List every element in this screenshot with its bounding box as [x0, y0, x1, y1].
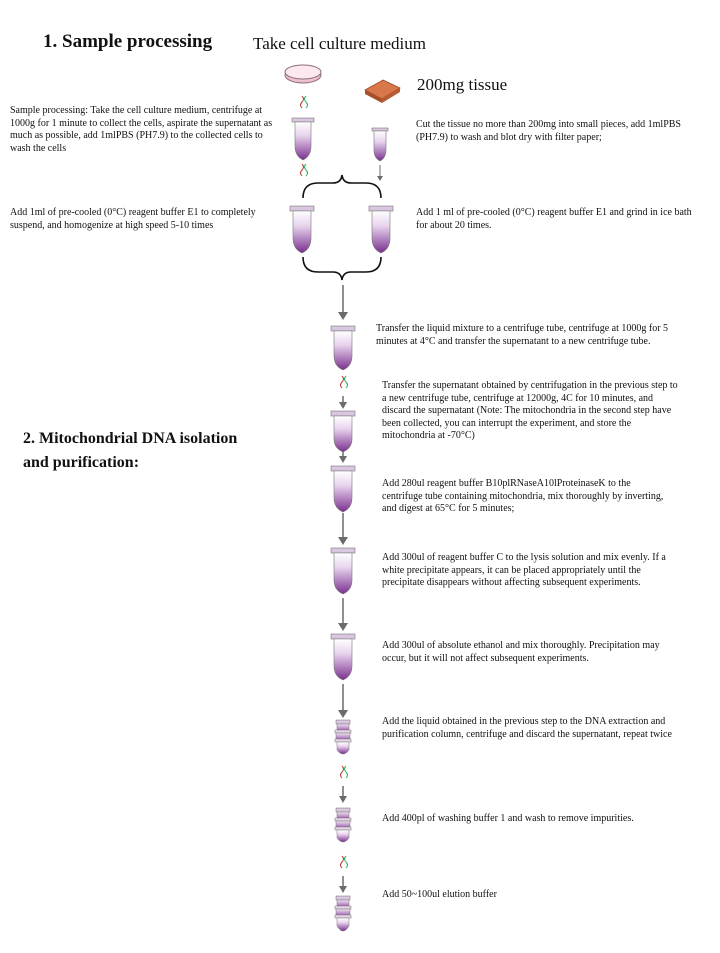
centrifuge-tube-icon: [292, 118, 314, 160]
step-1-text: Transfer the liquid mixture to a centrifuge tube, centrifuge at 1000g for 5 minutes at 4°C and transfer the supernatant to a new centrifuge tube.: [376, 323, 669, 347]
centrifuge-tube-icon: [331, 634, 355, 680]
left-step1-text: Sample processing: Take the cell culture medium, centrifuge at 1000g for 1 minute to collect the cells, aspirate the supernatant as much as possible, add 1mlPBS (PH7.9) to the collected cells to wash the cells: [10, 105, 273, 154]
section1-subtitle: Take cell culture medium: [253, 34, 426, 53]
centrifuge-tube-icon: [331, 411, 355, 452]
step-7-text: Add 400pl of washing buffer 1 and wash to remove impurities.: [382, 813, 634, 824]
spin-column-icon: [335, 720, 351, 754]
tissue-label: 200mg tissue: [417, 75, 508, 94]
right-step2-text: Add 1 ml of pre-cooled (0°C) reagent buffer E1 and grind in ice bath for about 20 times.: [416, 207, 692, 231]
section1-title: 1. Sample processing: [43, 31, 213, 52]
centrifuge-tube-icon: [290, 206, 314, 253]
spin-column-icon: [335, 808, 351, 842]
step-5-text: Add 300ul of absolute ethanol and mix thoroughly. Precipitation may occur, but it will not affect subsequent experiments.: [382, 640, 660, 664]
centrifuge-tube-icon: [331, 548, 355, 594]
centrifuge-tube-icon: [331, 326, 355, 370]
right-step1-text: Cut the tissue no more than 200mg into small pieces, add 1mlPBS (PH7.9) to wash and blot dry with filter paper;: [416, 119, 681, 143]
section2-title-line2: and purification:: [23, 454, 140, 471]
step-6-text: Add the liquid obtained in the previous step to the DNA extraction and purification column, centrifuge and discard the supernatant, repeat twice: [382, 716, 672, 740]
centrifuge-tube-icon: [369, 206, 393, 253]
brace-bottom: [303, 257, 381, 280]
centrifuge-tube-icon: [331, 466, 355, 512]
tissue-block-icon: [365, 80, 400, 103]
spin-column-icon: [335, 896, 351, 931]
centrifuge-tube-icon: [372, 128, 388, 161]
culture-dish-icon: [285, 65, 321, 83]
step-4-text: Add 300ul of reagent buffer C to the lysis solution and mix evenly. If a white precipitate appears, it can be placed appropriately until the precipitate disappears without affecting subsequent experiments.: [382, 552, 666, 588]
step-8-text: Add 50~100ul elution buffer: [382, 889, 497, 900]
centrifuge-tube-icons: [290, 118, 393, 253]
brace-top: [303, 175, 381, 198]
section2-title-line1: 2. Mitochondrial DNA isolation: [23, 430, 238, 447]
step-2-text: Transfer the supernatant obtained by centrifugation in the previous step to a new centrifuge tube, centrifuge at 12000g, 4C for 10 minutes, and discard the supernatant (Note: The mitochondria in the second step have been collected, you can interrupt the experiment, and store the mitochondria at -70°C): [382, 380, 678, 441]
step-3-text: Add 280ul reagent buffer B10plRNaseA10lProteinaseK to the centrifuge tube containing mitochondria, mix thoroughly by inverting, and digest at 65°C for 5 minutes;: [382, 478, 664, 514]
left-step2-text: Add 1ml of pre-cooled (0°C) reagent buffer E1 to completely suspend, and homogenize at high speed 5-10 times: [10, 207, 256, 231]
